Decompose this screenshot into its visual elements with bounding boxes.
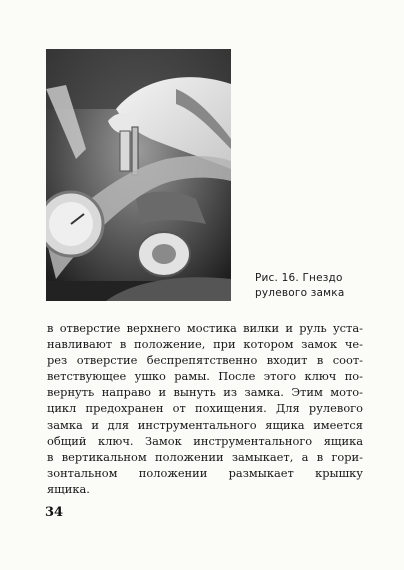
body-paragraph — [47, 320, 363, 497]
text-line: вернуть направо и вынуть из замка. Этим мото- — [47, 385, 363, 400]
page-number: 34 — [45, 505, 64, 520]
caption-line: Рис. 16. Гнездо — [255, 272, 343, 284]
text-line: цикл предохранен от похищения. Для рулевого — [47, 401, 363, 416]
figure-caption — [255, 271, 385, 301]
text-line: рез отверстие беспрепятственно входит в соот- — [47, 353, 363, 368]
text-line: ящика. — [47, 481, 90, 496]
text-line: в вертикальном положении замыкает, а в гори- — [47, 449, 363, 464]
caption-line: рулевого замка — [255, 287, 345, 299]
text-line: замка и для инструментального ящика имеется — [47, 417, 363, 432]
text-line: ветствующее ушко рамы. После этого ключ по- — [47, 369, 363, 384]
text-line: общий ключ. Замок инструментального ящика — [47, 433, 363, 448]
text-line: зонтальном положении размыкает крышку — [47, 465, 363, 480]
text-line: в отверстие верхнего мостика вилки и руль уста- — [47, 321, 363, 335]
steering-lock-photo — [46, 49, 231, 301]
text-line: навливают в положение, при котором замок че- — [47, 337, 363, 352]
figure-photo — [46, 49, 231, 301]
